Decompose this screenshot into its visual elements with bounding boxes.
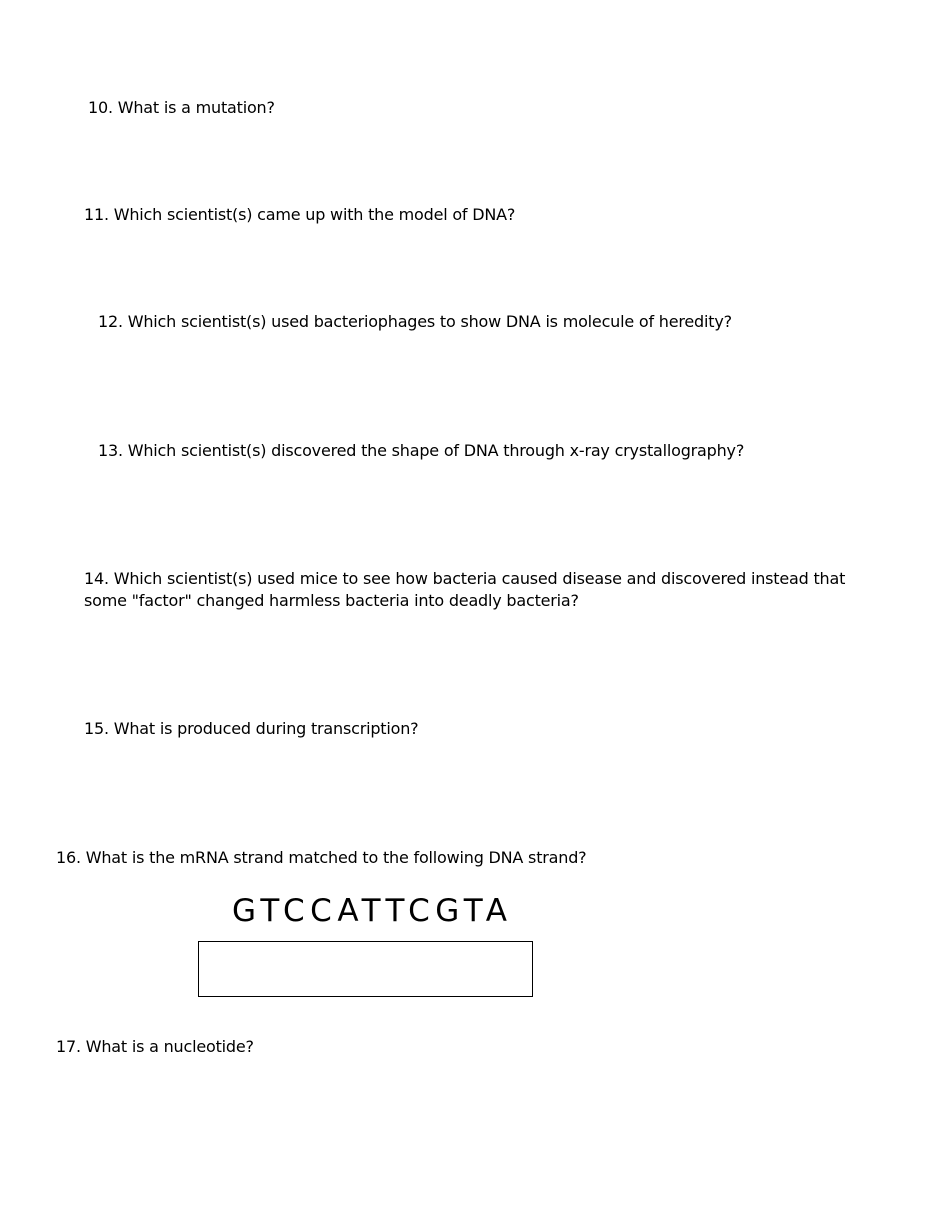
question-17: 17. What is a nucleotide? (56, 1037, 254, 1056)
dna-strand: GTCCATTCGTA (232, 893, 513, 929)
question-13: 13. Which scientist(s) discovered the shape of DNA through x-ray crystallography? (98, 441, 745, 460)
question-12: 12. Which scientist(s) used bacteriophages to show DNA is molecule of heredity? (98, 312, 732, 331)
question-16: 16. What is the mRNA strand matched to the following DNA strand? (56, 848, 587, 867)
question-11: 11. Which scientist(s) came up with the model of DNA? (84, 205, 516, 224)
question-15: 15. What is produced during transcription? (84, 719, 419, 738)
question-14: 14. Which scientist(s) used mice to see how bacteria caused disease and discovered instead that some "factor" changed harmless bacteria into deadly bacteria? (84, 569, 846, 610)
mrna-answer-box[interactable] (198, 941, 533, 997)
question-10: 10. What is a mutation? (88, 98, 275, 117)
